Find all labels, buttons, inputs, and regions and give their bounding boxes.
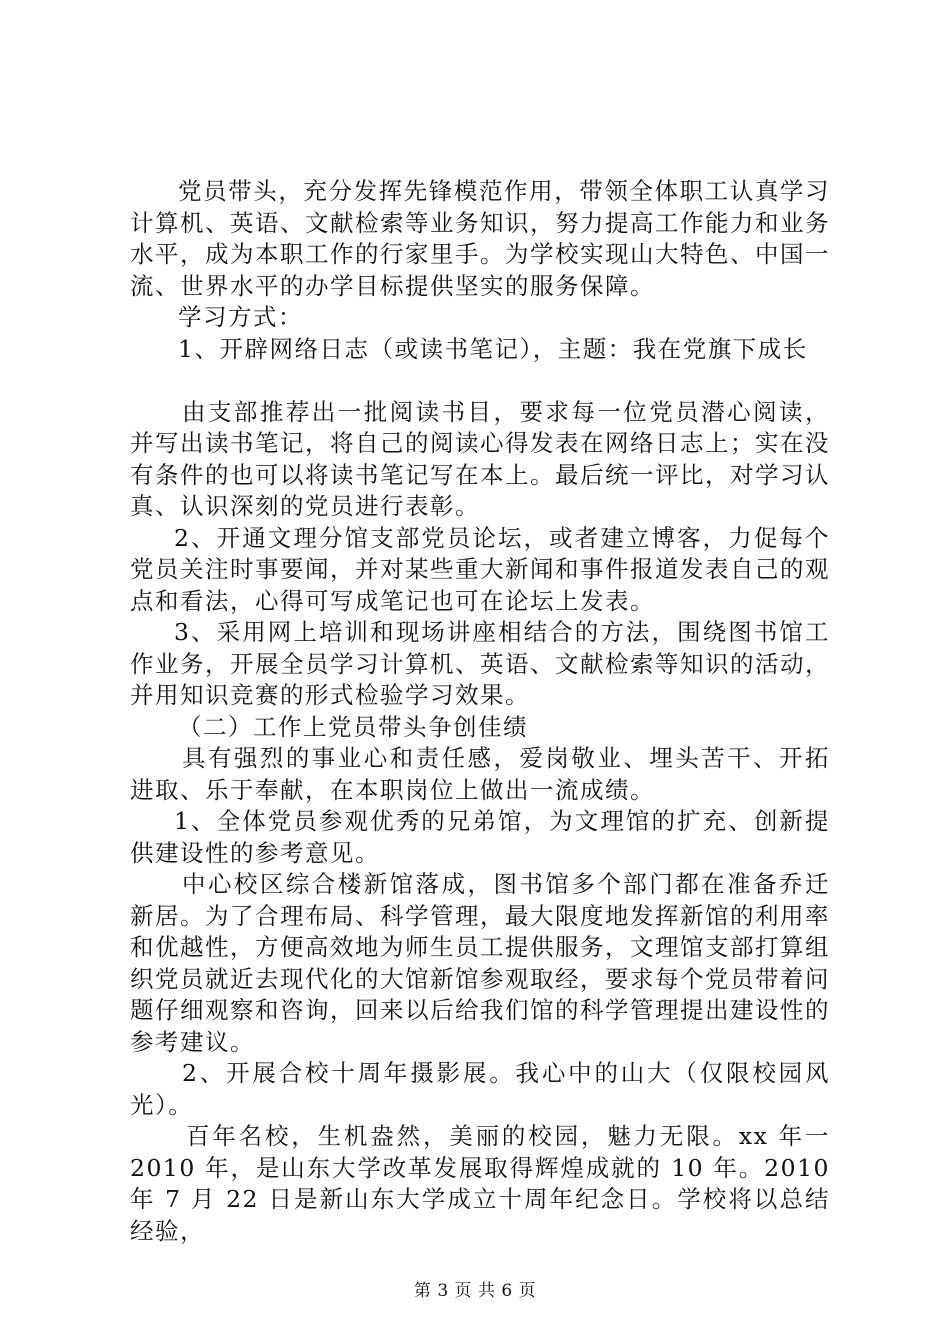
paragraph-anniversary: 百年名校，生机盎然，美丽的校园，魅力无限。xx 年一 2010 年，是山东大学改革发展取得辉煌成就的 10 年。2010 年 7 月 22 日是新山东大学成立十周年纪念日。学校将以总结经验， xyxy=(130,1122,830,1245)
page-number-footer: 第 3 页 共 6 页 xyxy=(413,1281,537,1301)
paragraph-spacer xyxy=(130,365,830,397)
paragraph-item-1-visit-libraries: 1、全体党员参观优秀的兄弟馆，为文理馆的扩充、创新提供建设性的参考意见。 xyxy=(130,807,830,867)
paragraph-party-members-lead: 党员带头，充分发挥先锋模范作用，带领全体职工认真学习计算机、英语、文献检索等业务知识，努力提高工作能力和业务水平，成为本职工作的行家里手。为学校实现山大特色、中国一流、世界水平的办学目标提供坚实的服务保障。 xyxy=(130,177,830,300)
paragraph-item-2-forum: 2、开通文理分馆支部党员论坛，或者建立博客，力促每个党员关注时事要闻，并对某些重大新闻和事件报道发表自己的观点和看法，心得可写成笔记也可在论坛上发表。 xyxy=(130,523,830,615)
paragraph-item-1-online-journal: 1、开辟网络日志（或读书笔记），主题：我在党旗下成长 xyxy=(178,334,808,363)
paragraph-item-2-photo-exhibition: 2、开展合校十周年摄影展。我心中的山大（仅限校园风光）。 xyxy=(130,1059,830,1119)
paragraph-item-3-training: 3、采用网上培训和现场讲座相结合的方法，围绕图书馆工作业务，开展全员学习计算机、英语、文献检索等知识的活动，并用知识竞赛的形式检验学习效果。 xyxy=(130,618,830,709)
document-body xyxy=(130,176,830,1247)
section-heading-work-achievements: （二）工作上党员带头争创佳绩 xyxy=(178,712,528,741)
paragraph-reading-list: 由支部推荐出一批阅读书目，要求每一位党员潜心阅读，并写出读书笔记，将自己的阅读心得发表在网络日志上；实在没有条件的也可以将读书笔记写在本上。最后统一评比，对学习认真、认识深刻的党员进行表彰。 xyxy=(130,397,830,520)
paragraph-study-methods-heading: 学习方式： xyxy=(178,303,303,331)
paragraph-new-library-building: 中心校区综合楼新馆落成，图书馆多个部门都在准备乔迁新居。为了合理布局、科学管理，最大限度地发挥新馆的利用率和优越性，方便高效地为师生员工提供服务，文理馆支部打算组织党员就近去现代化的大馆新馆参观取经，要求每个党员带着问题仔细观察和咨询，回来以后给我们馆的科学管理提出建设性的参考建议。 xyxy=(130,870,830,1056)
paragraph-dedication: 具有强烈的事业心和责任感，爱岗敬业、埋头苦干、开拓进取、乐于奉献，在本职岗位上做出一流成绩。 xyxy=(130,744,830,804)
